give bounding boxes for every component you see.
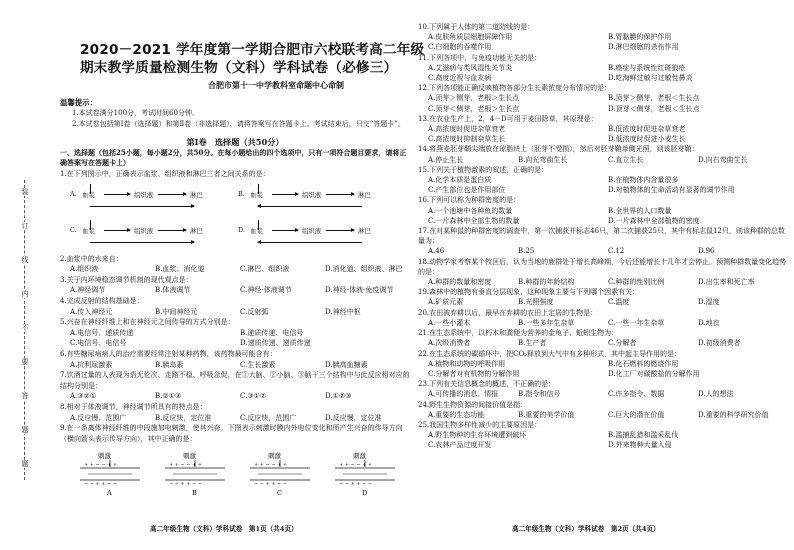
arrow	[104, 230, 130, 231]
footer-right: 高二年级生物（文科）学科试卷 第2页（共4页）	[512, 525, 660, 533]
options	[418, 206, 788, 226]
option: C.高浓度时抑制杂草生长	[428, 135, 506, 144]
options	[60, 413, 410, 424]
option: B.重要的美学价值	[518, 410, 575, 419]
diagram-node: 组织液	[134, 190, 154, 199]
diagram-q1	[60, 180, 410, 254]
option: C.生长激素	[240, 360, 276, 369]
binding-label: 要	[18, 358, 32, 366]
option: D.初级消费者	[698, 339, 741, 348]
option: D.化工厂对碳酸盐的分解作用	[608, 369, 700, 378]
footer-left: 高二年级生物（文科）学科试卷 第1页（共4页）	[150, 525, 298, 533]
option: C.反应快，范围广	[240, 413, 297, 422]
diagram-node: 血浆	[82, 226, 95, 235]
option: C.分解者对有机物的分解作用	[428, 369, 520, 378]
question-stem: 8.相对于体液调节，神经调节所具有的特点是：	[60, 402, 207, 411]
option: A.神经调节	[70, 286, 106, 295]
option: B.胃黏膜的保护作用	[608, 33, 672, 42]
svg-text:+ + − − + +: + + − − + +	[339, 462, 373, 469]
binding-label: 答	[18, 392, 32, 400]
option: B.②①③	[155, 392, 182, 401]
arrow	[258, 206, 362, 207]
diagram-node: 血浆	[250, 226, 263, 235]
option: A.抗利尿激素	[70, 360, 113, 369]
svg-text:+ + − − + +: + + − − + +	[169, 462, 203, 469]
option: C.分解者	[608, 339, 637, 348]
stimulus-label: 刺激	[183, 452, 196, 461]
arrow-stem	[258, 184, 259, 194]
option: D.低浓度时促进小麦生长	[608, 135, 686, 144]
notice-item: 2.本试卷包括第Ⅰ卷（选择题）和第Ⅱ卷（非选择题），请将答案写在答题卡上。考试结束后，只交“答题卡”。	[72, 120, 405, 129]
stimulus-label: 刺激	[98, 452, 111, 461]
option: A.重要的生态功能	[428, 410, 485, 419]
option: A.一个池塘中各种鱼的数量	[428, 206, 513, 215]
question-stem: 14.将燕麦胚芽鞘尖端放在琼脂块上（胚芽不受损），然后对胚芽鞘单侧光照，则该胚芽鞘：	[418, 145, 699, 154]
option: C.农林产品过度开发	[428, 441, 492, 450]
diagram-node: 血浆	[250, 190, 263, 199]
question-stem: 18.动物学家考察某个牧区后，认为当地的鹿群处于增长高峰期，今后还能增长十几年才会停止。预测种群数量变化趋势的是：	[418, 257, 787, 276]
fiber-panel	[80, 451, 140, 497]
svg-text:+ + − − + +: + + − − + +	[254, 462, 288, 469]
options	[418, 297, 788, 307]
option: C.温度	[608, 298, 630, 307]
option: A.反应慢、范围广	[70, 413, 127, 422]
options	[60, 285, 410, 296]
options	[418, 175, 788, 195]
option: D.出生率和死亡率	[698, 278, 755, 287]
stimulus-label: 刺激	[353, 452, 366, 461]
option: B.在植物体内含量很多	[608, 176, 679, 185]
option: C.12	[608, 247, 625, 256]
panel-label: A	[107, 489, 112, 498]
option: A.植物和动物的呼吸作用	[428, 359, 506, 368]
option: D.神经中枢	[325, 307, 361, 316]
diagram-node: 组织液	[302, 226, 322, 235]
binding-label: 内	[18, 290, 32, 298]
binding-label: 题	[18, 426, 32, 434]
arrow-stem	[90, 220, 91, 230]
svg-text:+ + − − + +: + + − − + +	[84, 462, 118, 469]
options	[418, 246, 788, 256]
question-stem: 4.完成反射的结构基础是：	[60, 296, 144, 305]
option: D.地衣	[698, 318, 720, 327]
option: B.指令和信号	[518, 390, 561, 399]
option: B.光照强度	[518, 298, 554, 307]
arrow	[90, 242, 194, 243]
question-stem: 11.下列各项中，与免疫功能无关的是：	[418, 53, 542, 62]
option: A.停止生长	[428, 155, 464, 164]
option: A.电信号、递质传递	[70, 328, 134, 337]
diagram-label: C.	[70, 225, 77, 234]
binding-label: 线	[18, 256, 32, 264]
option: A.次级消费者	[428, 339, 471, 348]
question-stem: 1.在下列图示中，正确表示血浆、组织液和淋巴三者之间关系的是：	[60, 170, 270, 178]
diagram-node: 淋巴	[358, 190, 371, 199]
fiber-panel	[250, 451, 310, 497]
option: C.直立生长	[608, 155, 644, 164]
option: C.白细胞的吞噬作用	[428, 43, 492, 52]
option: C.电信号、电信号	[70, 339, 127, 348]
option: B.生产者	[518, 339, 547, 348]
figure-q9	[60, 450, 410, 498]
question-stem: 7.饮酒过量的人表现为语无伦次、走路不稳、呼吸急促，在①大脑、②小脑、③脑干三个结构中与此反应相对应的结构分别是：	[60, 371, 410, 390]
option: D.①②③	[325, 392, 352, 401]
diagram-label: D.	[238, 225, 245, 234]
section-heading: 第Ⅰ卷 选择题（共50分）	[186, 136, 284, 147]
option: C.种群的性别比例	[608, 278, 665, 287]
option: D.神经-体液-免疫调节	[325, 286, 394, 295]
option: B.低浓度时促进杂草衰老	[608, 125, 686, 134]
option: D.淋巴细胞的杀伤作用	[608, 43, 679, 52]
option: D.外来物种大量入侵	[608, 441, 672, 450]
option: B.种群的年龄结构	[518, 278, 575, 287]
option: A.高浓度时促进杂草衰老	[428, 125, 506, 134]
option: D.向右弯曲生长	[698, 155, 748, 164]
options	[60, 264, 410, 275]
options	[418, 63, 788, 83]
option: D.96	[698, 247, 715, 256]
options	[418, 277, 788, 287]
option: C.神经-体液调节	[240, 286, 292, 295]
option: A.化学本质是蛋白质	[428, 176, 492, 185]
options	[418, 410, 788, 420]
options	[60, 328, 410, 349]
notice-heading: 温馨提示：	[60, 98, 97, 107]
option: D.人的想法	[698, 390, 734, 399]
option: D.湿度	[698, 298, 720, 307]
options	[60, 307, 410, 318]
option: B.化石燃料的燃烧作用	[608, 359, 679, 368]
options	[418, 359, 788, 379]
diagram-node: 淋巴	[358, 226, 371, 235]
option: D.吃海鲜过敏与过敏性鼻炎	[608, 74, 693, 83]
option: A.组织液	[70, 265, 99, 274]
svg-text:− − + + − −: − − + + − −	[254, 481, 288, 488]
option: A.一些小灌木	[428, 318, 471, 327]
question-stem: 25.我国生物多样性减少的主要原因是：	[418, 420, 542, 429]
binding-label: 订	[18, 222, 32, 230]
question-stem: 6.有些糖尿病病人的治疗需要经常注射某种药物，该药物最可能含有：	[60, 349, 277, 358]
question-stem: 16.下列可以称为种群密度的是：	[418, 196, 521, 205]
question-stem: 3.关于内环境稳态调节机制的现代观点是：	[60, 275, 193, 284]
notice-item: 1.本试卷满分100分，考试时间60分钟。	[72, 109, 199, 117]
binding-line	[18, 180, 32, 480]
option: A.可传播的消息、情报	[428, 390, 499, 399]
option: A.矿质元素	[428, 298, 464, 307]
svg-text:− − + + − −: − − + + − −	[339, 481, 373, 488]
diagram-node: 淋巴	[190, 190, 203, 199]
options	[60, 360, 410, 371]
option: B.癌症与系统性红斑狼疮	[608, 63, 686, 72]
question-stem: 15.下列关于植物激素的叙述，正确的是：	[418, 165, 549, 174]
option: D.对植物体的生命活动有显著的调节作用	[608, 186, 735, 195]
question-stem: 2.血浆中的水来自：	[60, 254, 123, 263]
arrow-stem	[258, 220, 259, 230]
option: C.一些一年生杂草	[608, 318, 665, 327]
question-stem: 13.在农业生产上，2，4－D可用于麦田除草，其原理是：	[418, 114, 598, 123]
panel-label: B	[192, 489, 197, 498]
issuer: 合肥市第十一中学教科室命题中心命制	[208, 80, 344, 90]
fiber-panel	[165, 451, 225, 497]
option: A.传入神经元	[70, 307, 113, 316]
arrow-stem	[90, 184, 91, 194]
diagram-label: A.	[70, 189, 77, 198]
arrow	[158, 194, 186, 195]
option: D.重要的科学研究价值	[698, 410, 769, 419]
options	[418, 124, 788, 144]
options	[418, 389, 788, 399]
right-page	[418, 0, 788, 451]
option: C.③①②	[240, 392, 267, 401]
option: B.中间神经元	[155, 307, 198, 316]
options	[60, 391, 410, 402]
option: D.消化道、组织液、淋巴	[325, 265, 403, 274]
option: B.胰岛素	[155, 360, 184, 369]
option: C.一片森林中全部生物的数量	[428, 216, 520, 225]
diagram-node: 淋巴	[190, 226, 203, 235]
panel-label: C	[277, 489, 282, 498]
arrow	[90, 206, 194, 207]
question-stem: 22.在生态系统的碳循环中，把CO₂释放到大气中有多种形式，其中起主导作用的是：	[418, 349, 682, 358]
option: B.血浆、消化道	[155, 265, 205, 274]
left-page	[60, 0, 425, 498]
panel-label: D	[362, 489, 368, 498]
right-questions	[418, 22, 788, 451]
question-stem: 24.野生生物资源的间接价值是指：	[418, 400, 528, 409]
diagram-node: 血浆	[82, 190, 95, 199]
option: C.顶芽＜侧芽，老根＞生长点	[428, 104, 520, 113]
binding-label: 装	[18, 188, 32, 196]
option: D.递质传递、递质传递	[240, 339, 311, 348]
option: C.反射弧	[240, 307, 269, 316]
arrow	[104, 194, 130, 195]
option: C.淋巴、组织液	[240, 265, 290, 274]
option: C.产生部位也是作用部位	[428, 186, 506, 195]
option: A.野生物种的生存环境遭到破坏	[428, 431, 527, 440]
question-stem: 19.森林中的植物有垂直分层现象，这种现象主要与下列哪个因素有关：	[418, 288, 640, 297]
option: A.皮肤角质层细胞屏障作用	[428, 33, 513, 42]
option: C.巨大的潜在价值	[608, 410, 665, 419]
arrow	[326, 194, 354, 195]
option: B.一些多年生杂草	[518, 318, 575, 327]
option: B.滥捕乱猎和滥采乱伐	[608, 431, 679, 440]
question-stem: 17.在对某种鼠的种群密度的调查中，第一次捕获并标志46只，第二次捕获25只，其中有标志鼠12只，则该种群的总数量为：	[418, 227, 785, 246]
stimulus-label: 刺激	[268, 452, 281, 461]
option: B.反应快，定位准	[155, 413, 212, 422]
title-line-2: 期末教学质量检测生物（文科）学科试卷（必修三）	[80, 60, 398, 76]
question-stem: 5.兴奋在神经纤维上和在神经元之间传导的方式分别是：	[60, 318, 235, 327]
instruction: 一、选择题（包括25小题，每小题2分，共50分。在每小题给出的四个选项中，只有一项符合题目要求，请将正确答案写在答题卡上）	[60, 147, 407, 168]
binding-label: 不	[18, 324, 32, 332]
options	[418, 318, 788, 328]
option: C.高度近视与血友病	[428, 74, 492, 83]
question-stem: 12.下列各项能正确反映植物各部分生长素浓度分布情况的是：	[418, 84, 612, 93]
diagram-node: 组织液	[302, 190, 322, 199]
question-stem: 10.下列属于人体的第二道防线的是：	[418, 23, 535, 31]
option: B.体液调节	[155, 286, 191, 295]
arrow	[158, 230, 186, 231]
binding-label: 题	[18, 460, 32, 468]
arrow	[326, 230, 354, 231]
option: D.反应慢，定位准	[325, 413, 382, 422]
arrow	[272, 194, 298, 195]
arrow	[258, 242, 362, 243]
options	[418, 155, 788, 165]
options	[418, 32, 788, 52]
options	[418, 338, 788, 348]
option: A.艾滋病与类风湿性关节炎	[428, 63, 513, 72]
left-questions	[60, 169, 410, 498]
option: D.胰高血糖素	[325, 360, 368, 369]
option: B.向光弯曲生长	[518, 155, 568, 164]
arrow	[272, 230, 298, 231]
option: A.种群的数量和密度	[428, 278, 492, 287]
question-stem: 23.下列有关信息概念的概述，不正确的是：	[418, 380, 556, 389]
diagram-label: B.	[238, 189, 245, 198]
fiber-panel	[335, 451, 395, 497]
diagram-node: 组织液	[134, 226, 154, 235]
option: D.一片森林中全部植物的密度	[608, 216, 700, 225]
question-stem: 20.农田被弃耕以后，最早在弃耕的农田上定居的生物是：	[418, 308, 598, 317]
option: B.25	[518, 247, 535, 256]
option: B.全世界的人口数量	[608, 206, 672, 215]
options	[418, 93, 788, 113]
title-line-1: 2020－2021 学年度第一学期合肥市六校联考高二年级	[80, 42, 425, 58]
question-stem: 9.在一条离体神经纤维的中段施加电刺激，使其兴奋。下图表示刺激时膜内外电位变化和所产生兴奋的传导方向（横向箭头表示传导方向），其中正确的是：	[60, 424, 403, 443]
option: C.许多指令、数据	[608, 390, 665, 399]
option: B.递质传递、电信号	[240, 328, 304, 337]
option: D.顶芽＜侧芽，老根＜生长点	[608, 104, 700, 113]
options	[418, 430, 788, 450]
svg-text:− − + + − −: − − + + − −	[169, 481, 203, 488]
option: A.顶芽＞侧芽，老根＞生长点	[428, 94, 520, 103]
nerve-fiber-figure	[60, 450, 400, 498]
question-stem: 21.在生态系统中，以朽木和粪便为营养的金龟子、蚯蚓生物为：	[418, 329, 619, 338]
option: A.③②①	[70, 392, 97, 401]
svg-text:− − + + − −: − − + + − −	[84, 481, 118, 488]
option: B.顶芽＞侧芽，老根＜生长点	[608, 94, 700, 103]
option: A.46	[428, 247, 445, 256]
